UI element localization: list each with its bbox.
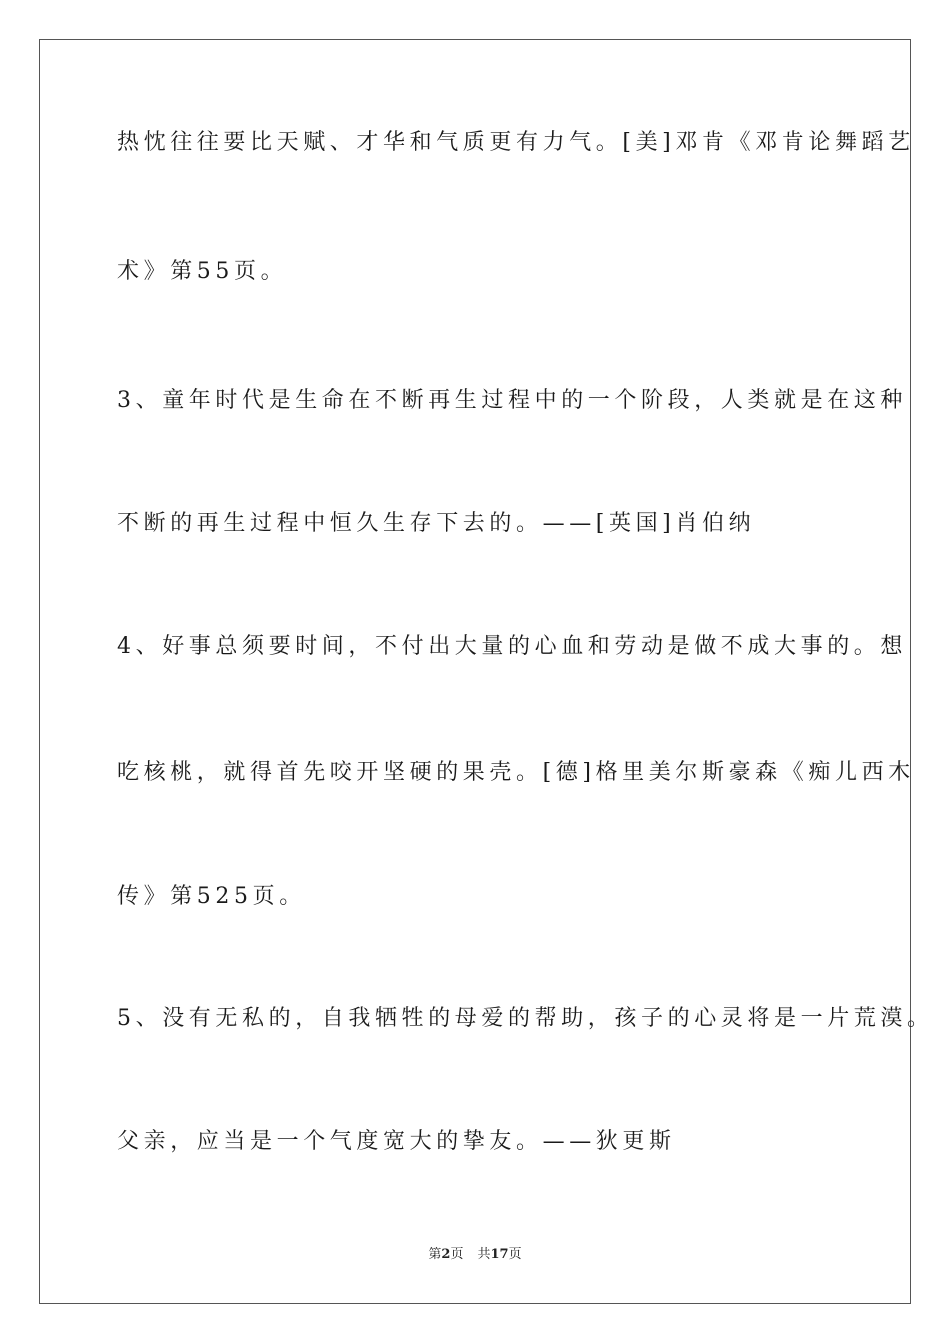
text-line: 4、好事总须要时间，不付出大量的心血和劳动是做不成大事的。想 bbox=[117, 634, 907, 659]
total-prefix: 共 bbox=[477, 1247, 491, 1262]
page-border bbox=[39, 39, 911, 1304]
text-line: 3、童年时代是生命在不断再生过程中的一个阶段，人类就是在这种 bbox=[117, 388, 907, 413]
page-number: 2 bbox=[441, 1247, 451, 1262]
page-prefix: 第 bbox=[428, 1247, 442, 1262]
total-pages: 17 bbox=[490, 1247, 509, 1262]
text-line: 不断的再生过程中恒久生存下去的。——[英国]肖伯纳 bbox=[117, 511, 756, 536]
text-line: 术》第55页。 bbox=[117, 259, 288, 284]
page-suffix: 页 bbox=[450, 1247, 464, 1262]
page-footer bbox=[0, 1246, 950, 1264]
text-line: 5、没有无私的，自我牺牲的母爱的帮助，孩子的心灵将是一片荒漠。 bbox=[117, 1006, 934, 1031]
text-line: 父亲，应当是一个气度宽大的挚友。——狄更斯 bbox=[117, 1129, 676, 1154]
total-suffix: 页 bbox=[508, 1247, 522, 1262]
text-line: 传》第525页。 bbox=[117, 884, 306, 909]
text-line: 热忱往往要比天赋、才华和气质更有力气。[美]邓肯《邓肯论舞蹈艺 bbox=[117, 130, 915, 155]
text-line: 吃核桃，就得首先咬开坚硬的果壳。[德]格里美尔斯豪森《痴儿西木 bbox=[117, 760, 915, 785]
